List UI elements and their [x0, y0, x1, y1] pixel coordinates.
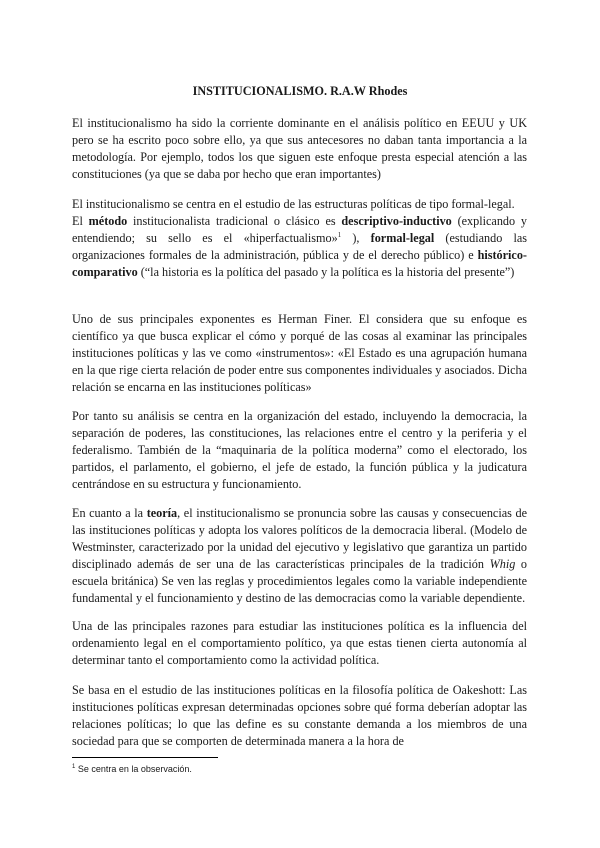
- text-run: El: [72, 213, 89, 228]
- footnote: [72, 764, 192, 774]
- bold-term-descriptivo-inductivo: descriptivo-inductivo: [341, 213, 452, 228]
- text-run: , el institucionalismo se pronuncia sobre las causas y consecuencias de las instituciones políticas y adopta los valores políticos de la democracia liberal. (Modelo de Westminster, caracterizado por la unidad del ejecutivo y legislativo que garantiza un partido disciplinado además de ser una de las características principales de la tradición: [72, 506, 527, 571]
- method-intro-line: El institucionalismo se centra en el estudio de las estructuras políticas de tipo formal-legal.: [72, 197, 515, 211]
- page-title: INSTITUCIONALISMO. R.A.W Rhodes: [192, 84, 408, 98]
- footnote-number: 1: [72, 764, 76, 770]
- bold-term-teoria: teoría: [146, 506, 178, 520]
- text-run: o escuela británica) Se ven las reglas y procedimientos legales como la variable independiente fundamental y el funcionamiento y destino de las democracias como la variable dependiente.: [72, 556, 528, 605]
- text-run: (estudiando las organizaciones formales de la administración, pública y de el derecho público) e: [72, 230, 528, 262]
- text-run: (“la historia es la política del pasado y la política es la historia del presente”): [137, 264, 515, 279]
- bold-term-metodo: método: [88, 213, 128, 228]
- text-run: (explicando y entendiendo; su sello es el «hiperfactualismo»: [72, 213, 527, 245]
- text-run: institucionalista tradicional o clásico es: [127, 213, 342, 228]
- bold-term-formal-legal: formal-legal: [370, 230, 435, 245]
- paragraph-legal-order: Una de las principales razones para estudiar las instituciones política es la influencia del ordenamiento legal en el comportamiento político, ya que estas tienen cierta autonomía al determinar tanto el comportamiento como la actividad política.: [72, 619, 527, 667]
- bold-term-historico-comparativo: histórico-comparativo: [72, 247, 527, 279]
- footnote-separator: [72, 757, 218, 758]
- text-run: En cuanto a la: [72, 506, 147, 520]
- footnote-reference[interactable]: 1: [337, 230, 342, 239]
- paragraph-method: [72, 196, 527, 281]
- paragraph-oakeshott: Se basa en el estudio de las instituciones políticas en la filosofía política de Oakeshott: Las instituciones políticas expresan determinadas opciones sobre qué forma deberían adoptar las relaciones políticas; lo que las define es su constante demanda a los miembros de una sociedad para que se comporten de determinada manera a la hora de: [72, 683, 527, 748]
- paragraph-analysis: Por tanto su análisis se centra en la organización del estado, incluyendo la democracia, la separación de poderes, las constituciones, las relaciones entre el centro y la periferia y el federalismo. También de la “maquinaria de la política moderna” como el electorado, los partidos, el parlamento, el gobierno, el jefe de estado, la función pública y la judicatura centrándose en su estructura y funcionamiento.: [72, 409, 527, 491]
- paragraph-theory: [72, 505, 527, 606]
- italic-term-whig: Whig: [489, 556, 516, 571]
- paragraph-finer: Uno de sus principales exponentes es Herman Finer. El considera que su enfoque es científico ya que busca explicar el cómo y porqué de las cosas al examinar las principales instituciones políticas y las ve como «instrumentos»: «El Estado es una agrupación humana en la que rige cierta relación de poder entre sus componentes individuales y asociados. Dicha relación se encarna en las instituciones políticas»: [72, 312, 527, 394]
- text-run: ),: [341, 230, 371, 245]
- paragraph-intro: El institucionalismo ha sido la corriente dominante en el análisis político en EEUU y UK pero se ha escrito poco sobre ello, ya que sus antecesores no daban tanta importancia a la metodología. Por ejemplo, todos los que siguen este enfoque presta especial atención a las constituciones (ya que se daba por hecho que eran importantes): [72, 116, 527, 181]
- footnote-text: Se centra en la observación.: [75, 764, 192, 774]
